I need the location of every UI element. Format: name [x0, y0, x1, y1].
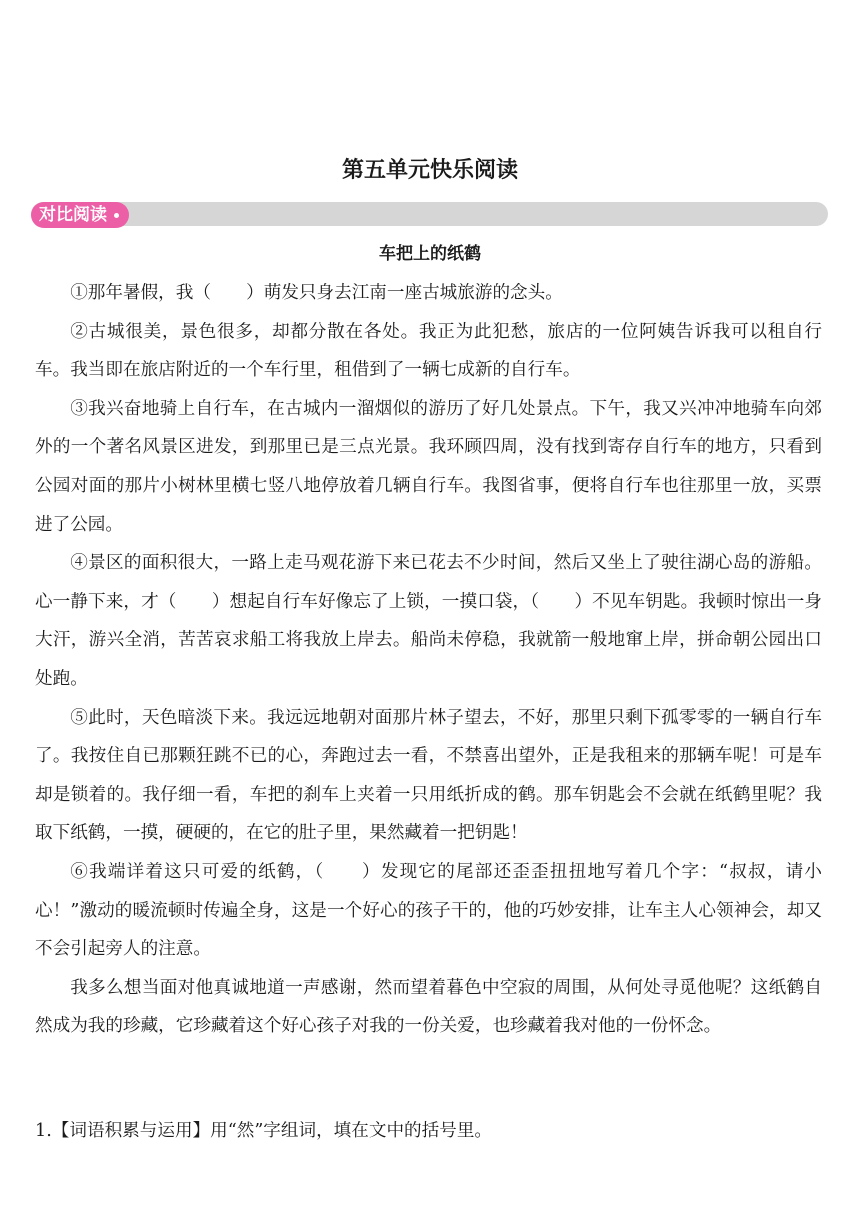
paragraph-1: ①那年暑假，我（ ）萌发只身去江南一座古城旅游的念头。 [70, 283, 563, 303]
page-title: 第五单元快乐阅读 [341, 158, 518, 183]
article-body [35, 274, 822, 1046]
question-1: 1.【词语积累与运用】用“然”字组词，填在文中的括号里。 [35, 1121, 493, 1141]
article-title: 车把上的纸鹤 [379, 244, 481, 264]
paragraph-3: ③我兴奋地骑上自行车，在古城内一溜烟似的游历了好几处景点。下午，我又兴冲冲地骑车向郊外的一个著名风景区进发，到那里已是三点光景。我环顾四周，没有找到寄存自行车的地方，只看到公园对面的那片小树林里横七竖八地停放着几辆自行车。我图省事，便将自行车也往那里一放，买票进了公园。 [35, 398, 822, 535]
section-tag [31, 202, 129, 228]
section-divider-bar [31, 202, 828, 226]
section-tag-label: 对比阅读 [39, 205, 107, 225]
paragraph-4: ④景区的面积很大，一路上走马观花游下来已花去不少时间，然后又坐上了驶往湖心岛的游船。心一静下来，才（ ）想起自行车好像忘了上锁，一摸口袋，（ ）不见车钥匙。我顿时惊出一身大汗，游兴全消，苦苦哀求船工将我放上岸去。船尚未停稳，我就箭一般地窜上岸，拼命朝公园出口处跑。 [35, 553, 822, 689]
paragraph-2: ②古城很美，景色很多，却都分散在各处。我正为此犯愁，旅店的一位阿姨告诉我可以租自行车。我当即在旅店附近的一个车行里，租借到了一辆七成新的自行车。 [35, 321, 822, 381]
bullet-dot-icon [114, 213, 119, 218]
paragraph-7: 我多么想当面对他真诚地道一声感谢，然而望着暮色中空寂的周围，从何处寻觅他呢？这纸鹤自然成为我的珍藏，它珍藏着这个好心孩子对我的一份关爱，也珍藏着我对他的一份怀念。 [35, 977, 822, 1037]
paragraph-5: ⑤此时，天色暗淡下来。我远远地朝对面那片林子望去，不好，那里只剩下孤零零的一辆自行车了。我按住自已那颗狂跳不已的心，奔跑过去一看，不禁喜出望外，正是我租来的那辆车呢！可是车却是锁着的。我仔细一看，车把的刹车上夹着一只用纸折成的鹤。那车钥匙会不会就在纸鹤里呢？我取下纸鹤，一摸，硬硬的，在它的肚子里，果然藏着一把钥匙！ [35, 707, 822, 844]
paragraph-6: ⑥我端详着这只可爱的纸鹤，（ ）发现它的尾部还歪歪扭扭地写着几个字：“叔叔，请小心！”激动的暖流顿时传遍全身，这是一个好心的孩子干的，他的巧妙安排，让车主人心领神会，却又不会引起旁人的注意。 [35, 861, 822, 960]
